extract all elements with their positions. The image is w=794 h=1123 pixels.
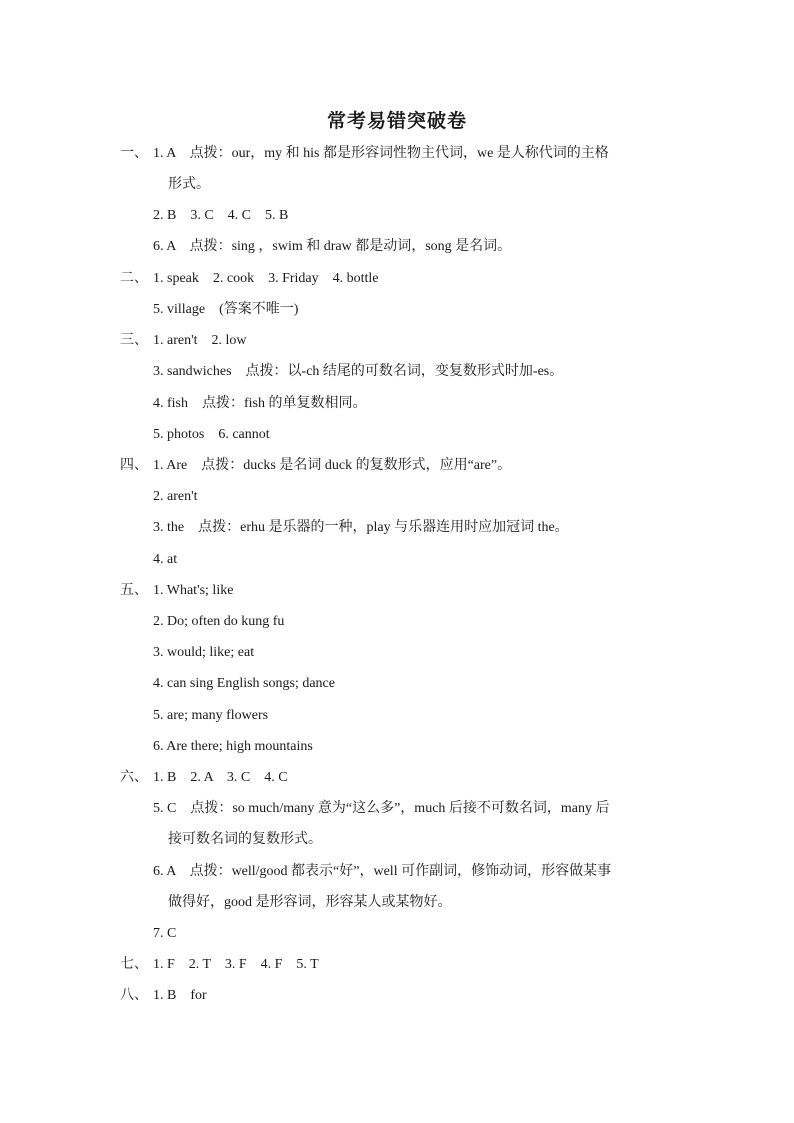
section-marker-3: 三、	[120, 333, 148, 348]
page-title: 常考易错突破卷	[326, 111, 467, 132]
answer-line: 1. aren't 2. low	[153, 333, 247, 348]
answer-line: 5. photos 6. cannot	[153, 427, 270, 442]
answer-line: 接可数名词的复数形式。	[168, 832, 322, 847]
answer-line: 4. at	[153, 552, 178, 567]
answer-line: 1. F 2. T 3. F 4. F 5. T	[153, 957, 319, 972]
answer-line: 形式。	[168, 177, 210, 192]
answer-line: 5. village (答案不唯一)	[153, 302, 299, 317]
answer-line: 5. C 点拨：so much/many 意为“这么多”，much 后接不可数名词，many 后	[153, 801, 610, 816]
section-marker-1: 一、	[120, 146, 148, 161]
answer-line: 2. aren't	[153, 489, 198, 504]
section-marker-6: 六、	[120, 770, 148, 785]
answer-line: 1. B 2. A 3. C 4. C	[153, 770, 288, 785]
section-marker-5: 五、	[120, 583, 148, 598]
answer-line: 1. Are 点拨：ducks 是名词 duck 的复数形式，应用“are”。	[153, 458, 512, 473]
section-marker-8: 八、	[120, 988, 148, 1003]
section-marker-2: 二、	[120, 271, 148, 286]
answer-line: 5. are; many flowers	[153, 708, 269, 723]
answer-line: 2. B 3. C 4. C 5. B	[153, 208, 289, 223]
answer-line: 1. What's; like	[153, 583, 234, 598]
answer-line: 6. A 点拨：sing ，swim 和 draw 都是动词，song 是名词。	[153, 239, 512, 254]
answer-line: 做得好，good 是形容词，形容某人或某物好。	[168, 895, 452, 910]
answer-line: 2. Do; often do kung fu	[153, 614, 285, 629]
answer-line: 1. A 点拨：our，my 和 his 都是形容词性物主代词，we 是人称代词的主格	[153, 146, 609, 161]
answer-line: 7. C	[153, 926, 177, 941]
answer-line: 6. Are there; high mountains	[153, 739, 313, 754]
answer-line: 4. fish 点拨：fish 的单复数相同。	[153, 396, 367, 411]
section-marker-7: 七、	[120, 957, 148, 972]
section-marker-4: 四、	[120, 458, 148, 473]
answer-line: 6. A 点拨：well/good 都表示“好”，well 可作副词，修饰动词，形容做某事	[153, 864, 612, 879]
answer-line: 1. B for	[153, 988, 207, 1003]
answer-line: 3. the 点拨：erhu 是乐器的一种，play 与乐器连用时应加冠词 the。	[153, 520, 569, 535]
answer-line: 3. would; like; eat	[153, 645, 255, 660]
answer-line: 1. speak 2. cook 3. Friday 4. bottle	[153, 271, 379, 286]
answer-line: 3. sandwiches 点拨：以-ch 结尾的可数名词，变复数形式时加-es。	[153, 364, 564, 379]
answer-line: 4. can sing English songs; dance	[153, 676, 335, 691]
